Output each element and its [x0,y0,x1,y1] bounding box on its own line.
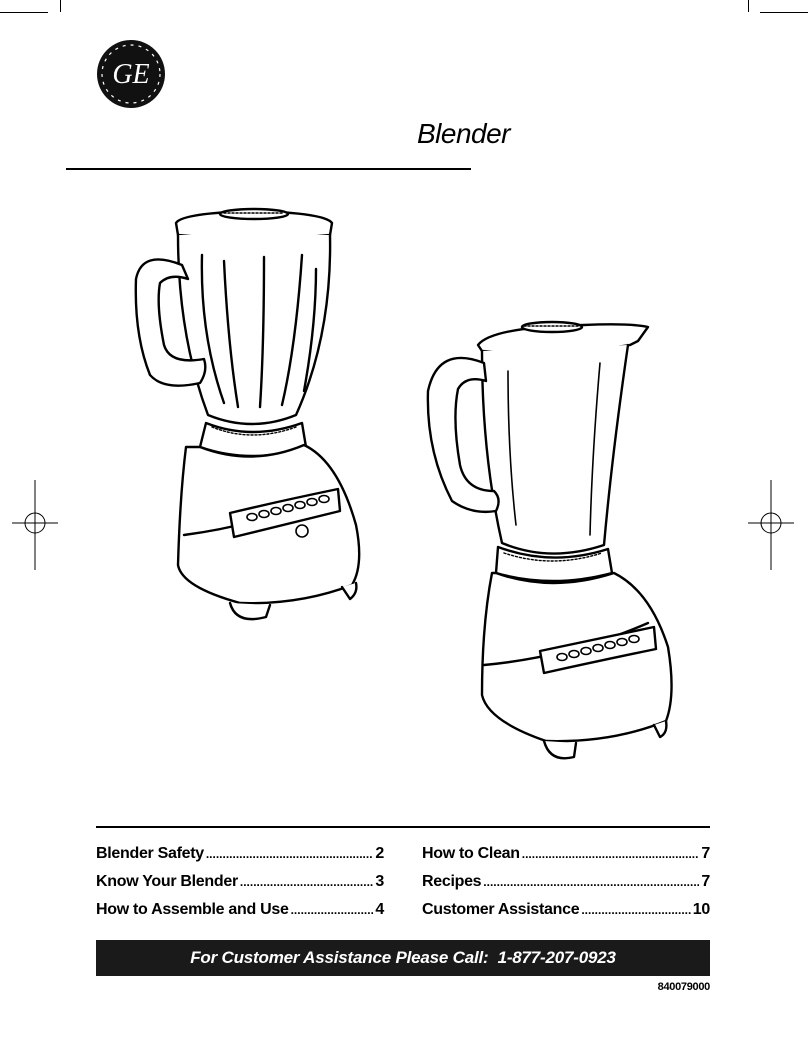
title-rule [66,168,471,170]
toc-leader [483,875,699,889]
toc-label: Recipes [422,873,482,890]
toc-leader [240,875,374,889]
blender-illustration [120,195,690,775]
toc-entry[interactable] [96,901,384,929]
toc-rule [96,826,710,828]
svg-text:GE: GE [112,59,150,90]
toc-leader [206,847,374,861]
toc-label: How to Assemble and Use [96,901,289,918]
document-title: Blender [416,118,510,149]
toc-page-number: 7 [701,873,710,890]
crop-mark-top-right [748,0,749,12]
toc-leader [522,847,700,861]
crop-mark-top-left [60,0,61,12]
blender-front-view [136,209,359,619]
toc-label: Customer Assistance [422,901,580,918]
toc-right-column [422,845,710,929]
toc-entry[interactable] [96,873,384,901]
toc-label: Blender Safety [96,845,204,862]
customer-assistance-text: For Customer Assistance Please Call: 1-877-207-0923 [190,948,616,967]
toc-label: Know Your Blender [96,873,238,890]
customer-assistance-banner [96,940,710,976]
toc-page-number: 2 [375,845,384,862]
crop-mark-top-left-h [0,12,48,13]
registration-line-right [770,480,772,570]
toc-entry[interactable] [422,901,710,929]
toc-leader [291,903,374,917]
toc-entry[interactable] [422,873,710,901]
ge-logo-icon [95,38,167,110]
toc-entry[interactable] [422,845,710,873]
toc-page-number: 7 [701,845,710,862]
part-number: 840079000 [657,981,710,993]
toc-page-number: 10 [692,901,710,918]
toc-page-number: 4 [375,901,384,918]
registration-line-left [34,480,36,570]
toc-entry[interactable] [96,845,384,873]
toc-label: How to Clean [422,845,520,862]
toc-page-number: 3 [375,873,384,890]
toc-leader [581,903,690,917]
toc-left-column [96,845,384,929]
blender-side-view [428,322,672,758]
crop-mark-top-right-h [760,12,808,13]
